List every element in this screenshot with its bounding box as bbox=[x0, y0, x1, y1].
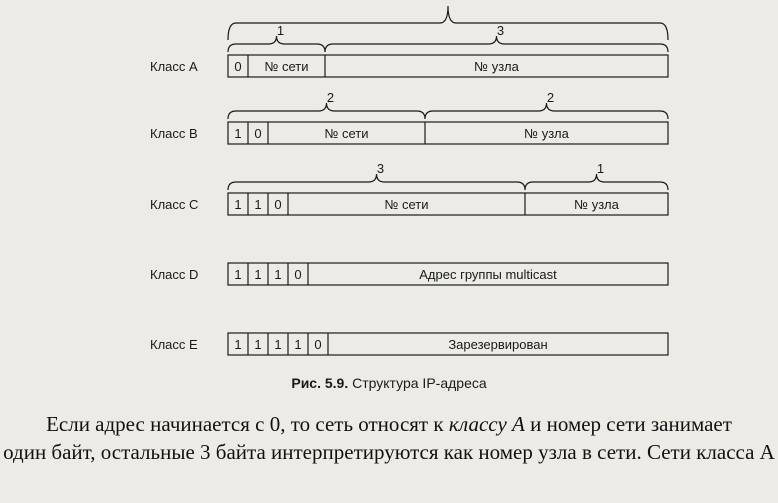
body-line-1-start: Если адрес начинается с 0, то сеть относят к bbox=[46, 412, 449, 436]
body-paragraph bbox=[0, 410, 778, 466]
class-4-bit-1: 1 bbox=[254, 267, 262, 282]
class-3-network-label: № сети bbox=[384, 197, 429, 212]
class-1-network-label: № сети bbox=[264, 59, 309, 74]
class-5-bit-1: 1 bbox=[254, 337, 262, 352]
class-2-network-label: № сети bbox=[324, 126, 369, 141]
body-line-1-end: и номер сети занимает bbox=[524, 412, 732, 436]
class-1-host-brace bbox=[325, 36, 668, 52]
emphasis-class-a: классу A bbox=[448, 412, 525, 436]
class-2-host-label: № узла bbox=[524, 126, 569, 141]
class-5-bit-4: 0 bbox=[314, 337, 322, 352]
class-2-address-box bbox=[228, 122, 668, 144]
class-4-label: Класс D bbox=[150, 267, 199, 282]
class-5-bit-3: 1 bbox=[294, 337, 302, 352]
address-total-brace bbox=[228, 6, 668, 40]
class-1-host-bytes: 3 bbox=[496, 23, 505, 38]
class-2-network-brace bbox=[228, 103, 425, 119]
class-1-host-label: № узла bbox=[474, 59, 519, 74]
class-2-network-bytes: 2 bbox=[326, 90, 335, 105]
class-2-host-brace bbox=[425, 103, 668, 119]
class-3-label: Класс C bbox=[150, 197, 199, 212]
class-4-bit-3: 0 bbox=[294, 267, 302, 282]
figure-caption bbox=[0, 375, 778, 391]
class-5-label: Класс E bbox=[150, 337, 198, 352]
class-1-network-brace bbox=[228, 36, 325, 52]
class-5-bit-2: 1 bbox=[274, 337, 282, 352]
class-3-bit-2: 0 bbox=[274, 197, 282, 212]
figure-caption-number: Рис. 5.9. bbox=[291, 375, 349, 391]
body-line-2: один байт, остальные 3 байта интерпретируются как номер узла в сети. Сети класса A bbox=[3, 440, 775, 464]
class-1-bit-0: 0 bbox=[234, 59, 242, 74]
class-2-label: Класс B bbox=[150, 126, 198, 141]
class-4-bit-2: 1 bbox=[274, 267, 282, 282]
class-3-network-bytes: 3 bbox=[376, 161, 385, 176]
class-5-field-label: Зарезервирован bbox=[448, 337, 548, 352]
class-5-bit-0: 1 bbox=[234, 337, 242, 352]
class-3-bit-1: 1 bbox=[254, 197, 262, 212]
class-3-bit-0: 1 bbox=[234, 197, 242, 212]
body-line-1 bbox=[0, 410, 778, 438]
class-2-bit-1: 0 bbox=[254, 126, 262, 141]
class-1-label: Класс A bbox=[150, 59, 198, 74]
class-4-field-label: Адрес группы multicast bbox=[419, 267, 557, 282]
class-3-host-bytes: 1 bbox=[596, 161, 605, 176]
class-3-network-brace bbox=[228, 174, 525, 190]
class-3-host-brace bbox=[525, 174, 668, 190]
class-2-bit-0: 1 bbox=[234, 126, 242, 141]
figure-caption-text: Структура IP-адреса bbox=[352, 375, 487, 391]
class-1-network-bytes: 1 bbox=[276, 23, 285, 38]
class-4-bit-0: 1 bbox=[234, 267, 242, 282]
class-3-host-label: № узла bbox=[574, 197, 619, 212]
class-2-host-bytes: 2 bbox=[546, 90, 555, 105]
